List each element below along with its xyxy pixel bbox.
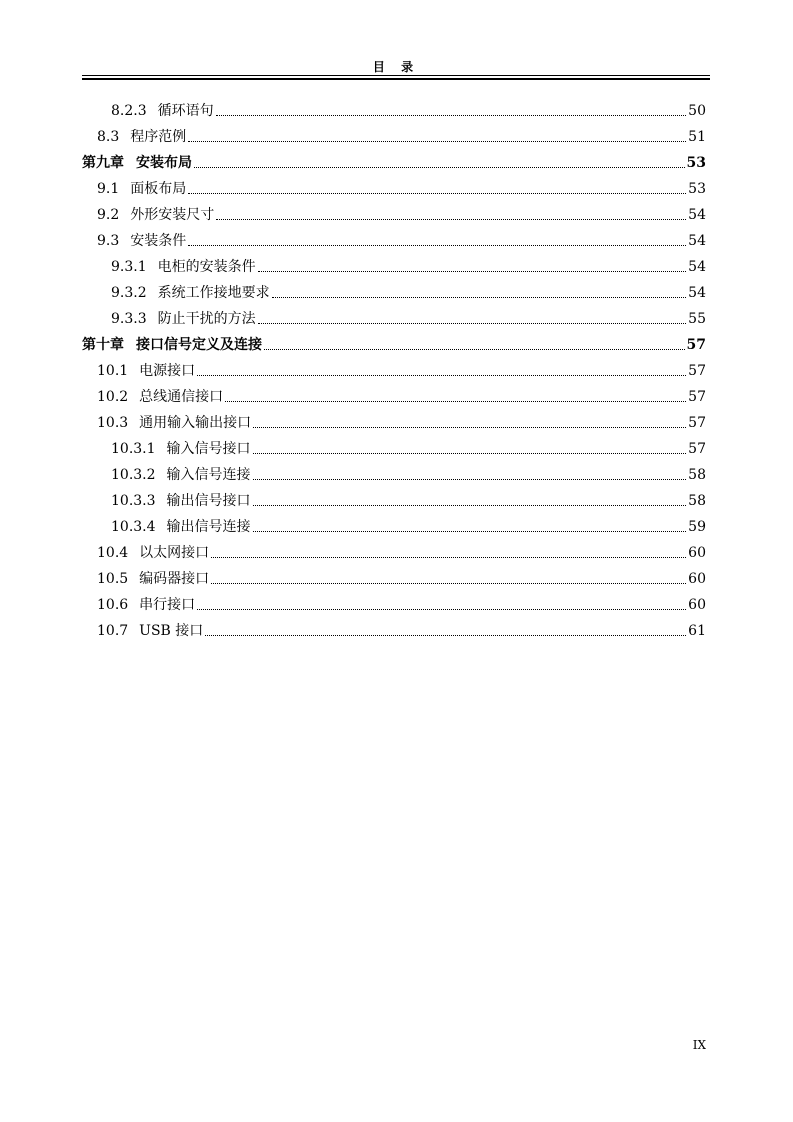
toc-entry-number: 10.4 xyxy=(97,545,129,561)
toc-dot-leader xyxy=(188,193,686,194)
toc-entry[interactable] xyxy=(82,94,706,120)
toc-entry[interactable] xyxy=(82,536,706,562)
toc-entry[interactable] xyxy=(82,354,706,380)
toc-entry-title: 输出信号接口 xyxy=(166,493,251,509)
toc-entry-number: 第十章 xyxy=(82,337,124,353)
toc-entry-title: 电源接口 xyxy=(139,363,196,379)
toc-dot-leader xyxy=(211,557,686,558)
toc-dot-leader xyxy=(197,609,686,610)
toc-entry-number: 8.2.3 xyxy=(111,103,147,119)
toc-entry-page: 60 xyxy=(688,597,706,613)
toc-dot-leader xyxy=(258,323,687,324)
toc-entry-page: 57 xyxy=(688,389,706,405)
toc-entry-title: 通用输入输出接口 xyxy=(139,415,252,431)
toc-entry-title: 电柜的安装条件 xyxy=(157,259,256,275)
toc-entry-page: 53 xyxy=(688,181,706,197)
toc-entry-title: 输入信号接口 xyxy=(166,441,251,457)
toc-entry-page: 53 xyxy=(686,155,706,171)
page-number: IX xyxy=(692,1038,706,1052)
toc-entry-number: 10.3.4 xyxy=(111,519,156,535)
toc-dot-leader xyxy=(253,505,687,506)
toc-entry-page: 58 xyxy=(688,493,706,509)
toc-dot-leader xyxy=(264,349,685,350)
toc-entry-number: 10.1 xyxy=(97,363,129,379)
header-rule-thin xyxy=(82,75,710,76)
toc-entry-page: 54 xyxy=(688,285,706,301)
toc-entry-title: 安装布局 xyxy=(136,155,192,171)
toc-entry-number: 10.5 xyxy=(97,571,129,587)
toc-dot-leader xyxy=(205,635,686,636)
toc-entry-page: 61 xyxy=(688,623,706,639)
toc-entry-page: 50 xyxy=(688,103,706,119)
toc-entry-page: 60 xyxy=(688,545,706,561)
toc-entry[interactable] xyxy=(82,198,706,224)
toc-entry[interactable] xyxy=(82,120,706,146)
toc-entry-title: 面板布局 xyxy=(130,181,187,197)
toc-entry[interactable] xyxy=(82,562,706,588)
toc-dot-leader xyxy=(211,583,686,584)
toc-entry-page: 55 xyxy=(688,311,706,327)
toc-entry-number: 9.3.1 xyxy=(111,259,147,275)
toc-entry-page: 60 xyxy=(688,571,706,587)
toc-dot-leader xyxy=(253,427,686,428)
page-header-title: 目 录 xyxy=(372,60,420,74)
toc-entry-number: 10.6 xyxy=(97,597,129,613)
toc-entry-title: 总线通信接口 xyxy=(139,389,224,405)
toc-entry-page: 57 xyxy=(688,363,706,379)
toc-entry[interactable] xyxy=(82,380,706,406)
toc-chapter-entry[interactable] xyxy=(82,328,706,354)
toc-entry[interactable] xyxy=(82,484,706,510)
toc-dot-leader xyxy=(188,141,686,142)
toc-entry-title: 输出信号连接 xyxy=(166,519,251,535)
toc-dot-leader xyxy=(253,479,687,480)
toc-entry-page: 57 xyxy=(688,441,706,457)
toc-entry[interactable] xyxy=(82,276,706,302)
toc-entry-number: 10.3.1 xyxy=(111,441,156,457)
toc-entry-title: 程序范例 xyxy=(130,129,187,145)
toc-entry[interactable] xyxy=(82,588,706,614)
toc-dot-leader xyxy=(194,167,685,168)
toc-dot-leader xyxy=(197,375,686,376)
toc-entry[interactable] xyxy=(82,458,706,484)
toc-entry-number: 第九章 xyxy=(82,155,124,171)
toc-entry-page: 59 xyxy=(688,519,706,535)
toc-dot-leader xyxy=(253,453,687,454)
toc-entry[interactable] xyxy=(82,172,706,198)
toc-entry-number: 10.3 xyxy=(97,415,129,431)
toc-entry[interactable] xyxy=(82,406,706,432)
toc-dot-leader xyxy=(272,297,687,298)
toc-dot-leader xyxy=(253,531,687,532)
toc-entry-page: 54 xyxy=(688,233,706,249)
table-of-contents xyxy=(82,94,706,640)
toc-entry-title: 输入信号连接 xyxy=(166,467,251,483)
toc-entry-number: 9.2 xyxy=(97,207,120,223)
header-rule-thick xyxy=(82,78,710,80)
toc-entry-page: 57 xyxy=(688,415,706,431)
toc-entry-title: 接口信号定义及连接 xyxy=(136,337,262,353)
toc-entry-title: 安装条件 xyxy=(130,233,187,249)
toc-entry[interactable] xyxy=(82,432,706,458)
toc-entry-title: 系统工作接地要求 xyxy=(157,285,270,301)
toc-entry-title: USB 接口 xyxy=(139,623,204,639)
toc-entry-page: 51 xyxy=(688,129,706,145)
toc-dot-leader xyxy=(216,115,687,116)
toc-entry-page: 54 xyxy=(688,207,706,223)
toc-entry-title: 外形安装尺寸 xyxy=(130,207,215,223)
toc-entry-title: 编码器接口 xyxy=(139,571,210,587)
toc-entry-page: 54 xyxy=(688,259,706,275)
toc-entry-number: 10.3.2 xyxy=(111,467,156,483)
toc-entry[interactable] xyxy=(82,250,706,276)
toc-dot-leader xyxy=(225,401,686,402)
toc-dot-leader xyxy=(188,245,686,246)
toc-entry-title: 以太网接口 xyxy=(139,545,210,561)
toc-entry-number: 9.3.2 xyxy=(111,285,147,301)
toc-entry-number: 8.3 xyxy=(97,129,120,145)
toc-entry-number: 9.1 xyxy=(97,181,120,197)
toc-entry-number: 10.7 xyxy=(97,623,129,639)
toc-entry-page: 57 xyxy=(686,337,706,353)
toc-entry-title: 防止干扰的方法 xyxy=(157,311,256,327)
toc-entry-number: 10.2 xyxy=(97,389,129,405)
toc-entry-page: 58 xyxy=(688,467,706,483)
toc-entry[interactable] xyxy=(82,302,706,328)
toc-entry-number: 10.3.3 xyxy=(111,493,156,509)
toc-entry-number: 9.3.3 xyxy=(111,311,147,327)
toc-entry[interactable] xyxy=(82,614,706,640)
toc-entry[interactable] xyxy=(82,224,706,250)
toc-dot-leader xyxy=(258,271,687,272)
toc-entry-number: 9.3 xyxy=(97,233,120,249)
toc-entry-title: 循环语句 xyxy=(157,103,214,119)
toc-entry[interactable] xyxy=(82,510,706,536)
toc-dot-leader xyxy=(216,219,686,220)
toc-chapter-entry[interactable] xyxy=(82,146,706,172)
toc-entry-title: 串行接口 xyxy=(139,597,196,613)
